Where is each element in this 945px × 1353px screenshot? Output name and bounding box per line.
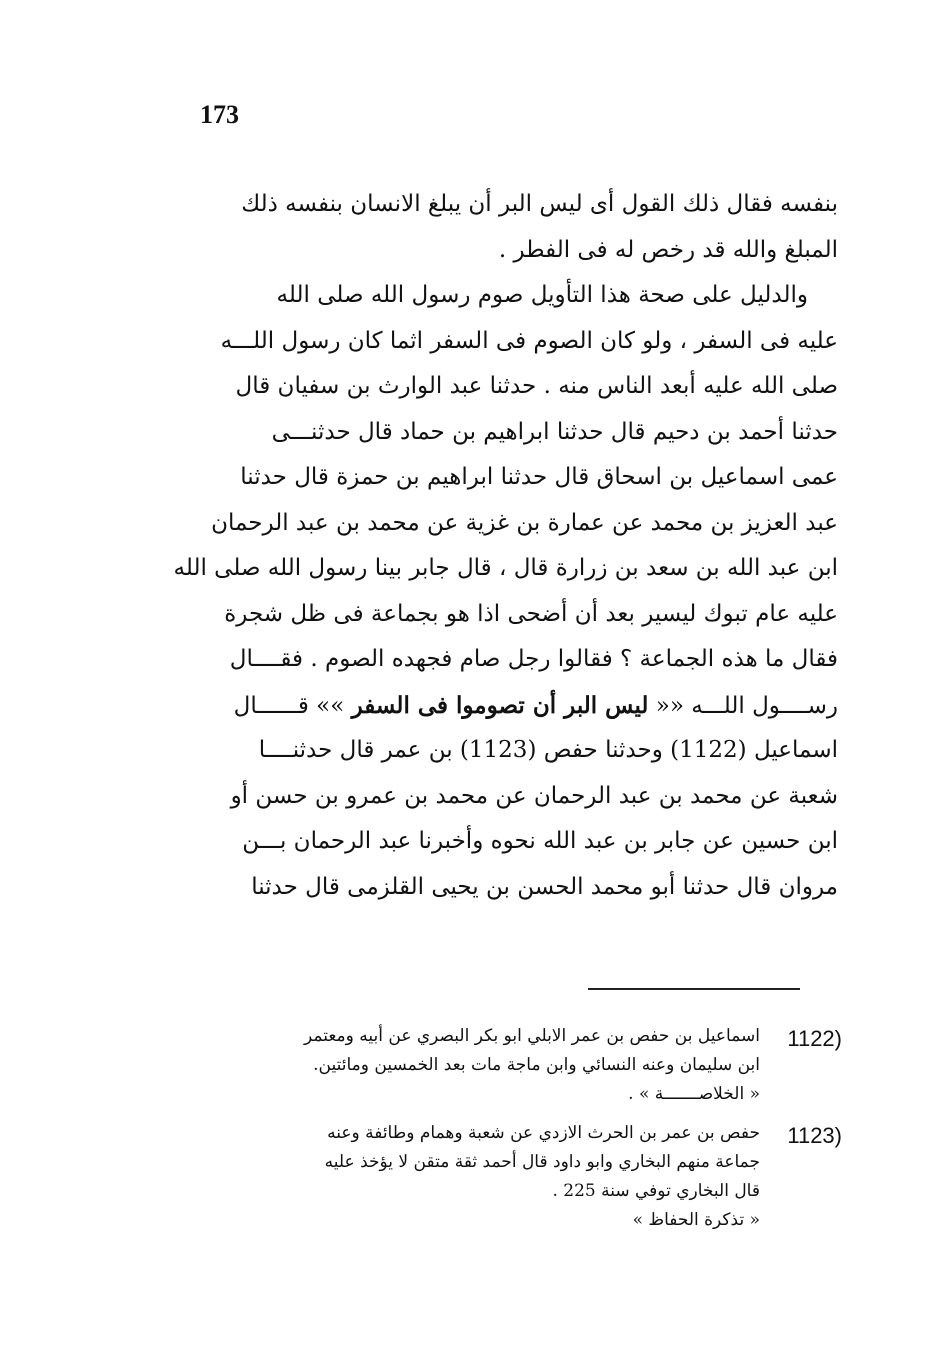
- quote-prefix: رســــول اللـــه ««: [648, 692, 838, 719]
- text-line: عبد العزيز بن محمد عن عمارة بن غزية عن محمد بن عبد الرحمان: [211, 509, 838, 536]
- text-line: حدثنا أحمد بن دحيم قال حدثنا ابراهيم بن حماد قال حدثنـــى: [271, 418, 838, 445]
- footnote-number: 1123): [787, 1123, 842, 1148]
- text-line: اسماعيل (1122) وحدثنا حفص (1123) بن عمر قال حدثنــــا: [258, 737, 838, 763]
- footnote-line: « تذكرة الحفاظ »: [632, 1210, 760, 1230]
- hadith-quote: ليس البر أن تصوموا فى السفر: [351, 691, 649, 719]
- text-line: والدليل على صحة هذا التأويل صوم رسول الله صلى الله: [276, 282, 808, 308]
- footnote-line: جماعة منهم البخاري وابو داود قال أحمد ثقة متقن لا يؤخذ عليه: [324, 1152, 760, 1172]
- text-line-quote: [172, 683, 838, 729]
- text-line: عمى اسماعيل بن اسحاق قال حدثنا ابراهيم بن حمزة قال حدثنا: [240, 464, 838, 490]
- footnote-number: 1122): [787, 1026, 842, 1051]
- page-number: 173: [200, 100, 239, 129]
- footnote-line: « الخلاصـــــــة » .: [628, 1084, 760, 1104]
- footnote-body: [160, 1022, 760, 1109]
- text-line: شعبة عن محمد بن عبد الرحمان عن محمد بن عمرو بن حسن أو: [230, 782, 838, 809]
- main-text-block: [172, 182, 838, 910]
- footnote-1123: [160, 1119, 842, 1235]
- footnote-1122: [160, 1022, 842, 1109]
- text-line: صلى الله عليه أبعد الناس منه . حدثنا عبد الوارث بن سفيان قال: [235, 373, 838, 399]
- text-line: ابن حسين عن جابر بن عبد الله نحوه وأخبرنا عبد الرحمان بـــن: [242, 828, 838, 854]
- text-line: ابن عبد الله بن سعد بن زرارة قال ، قال جابر بينا رسول الله صلى الله: [173, 555, 838, 581]
- text-line: فقال ما هذه الجماعة ؟ فقالوا رجل صام فجهده الصوم . فقــــال: [229, 646, 838, 672]
- footnote-line: حفص بن عمر بن الحرث الازدي عن شعبة وهمام وطائفة وعنه: [327, 1123, 760, 1143]
- footnote-separator: [588, 988, 800, 990]
- quote-suffix: »» قــــــال: [233, 692, 352, 719]
- footnotes: [160, 1022, 842, 1245]
- footnote-line: قال البخاري توفي سنة 225 .: [552, 1181, 760, 1201]
- text-line: مروان قال حدثنا أبو محمد الحسن بن يحيى القلزمى قال حدثنا: [251, 873, 838, 900]
- footnote-body: [160, 1119, 760, 1235]
- text-line: بنفسه فقال ذلك القول أى ليس البر أن يبلغ الانسان بنفسه ذلك: [241, 191, 838, 217]
- footnote-line: ابن سليمان وعنه النسائي وابن ماجة مات بعد الخمسين ومائتين.: [313, 1055, 760, 1075]
- text-line: المبلغ والله قد رخص له فى الفطر .: [498, 236, 838, 263]
- footnote-line: اسماعيل بن حفص بن عمر الابلي ابو بكر البصري عن أبيه ومعتمر: [304, 1026, 760, 1046]
- text-line: عليه فى السفر ، ولو كان الصوم فى السفر اثما كان رسول اللـــه: [220, 327, 838, 354]
- text-line: عليه عام تبوك ليسير بعد أن أضحى اذا هو بجماعة فى ظل شجرة: [224, 600, 838, 627]
